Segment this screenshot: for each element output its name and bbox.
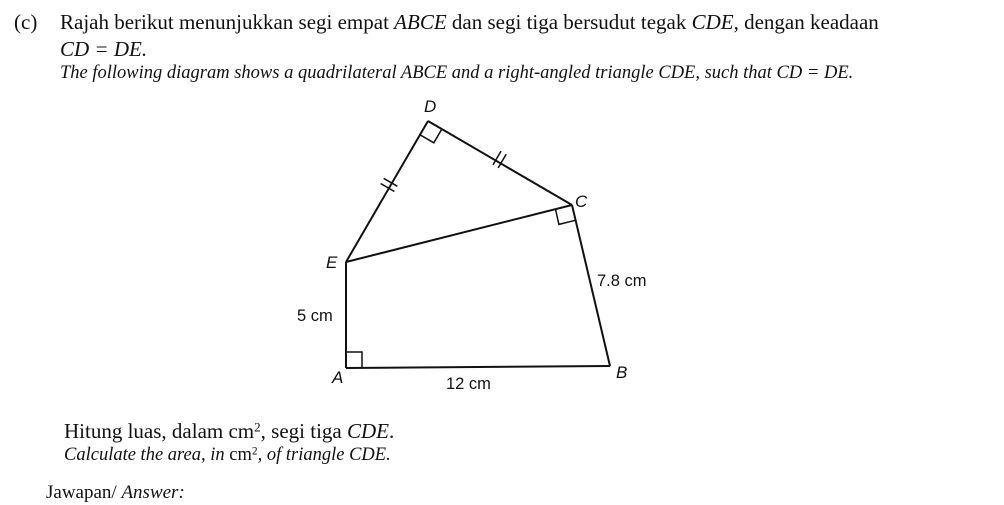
calc-en-prefix: Calculate the area, in <box>64 445 230 465</box>
question-text-english: The following diagram shows a quadrilateral ABCE and a right-angled triangle CDE, such that CD = DE. <box>60 63 854 83</box>
question-text-mid: dan segi tiga bersudut tegak <box>446 10 692 34</box>
calc-ms-triangle: CDE <box>346 419 389 443</box>
calc-ms-mid: , segi tiga <box>260 419 347 443</box>
calculation-prompt-english <box>64 444 391 466</box>
vertex-label-a: A <box>332 368 344 387</box>
calc-en-unit: cm <box>229 445 252 465</box>
answer-label <box>46 482 185 505</box>
condition-text: CD = DE. <box>60 37 148 61</box>
question-number: (c) <box>14 10 38 34</box>
quadrilateral-name: ABCE <box>394 10 447 34</box>
question-text-intro: Rajah berikut menunjukkan segi empat <box>60 10 395 34</box>
vertex-label-d: D <box>424 97 437 116</box>
length-label-bc: 7.8 cm <box>597 272 647 290</box>
vertex-label-b: B <box>616 363 628 382</box>
length-label-ab: 12 cm <box>446 375 491 393</box>
side-dc <box>428 121 572 205</box>
right-angle-marker-d <box>420 129 442 143</box>
calculation-prompt-malay <box>64 419 394 444</box>
calc-en-exponent: 2 <box>251 445 258 458</box>
side-ed <box>346 121 428 262</box>
side-ce <box>346 205 572 262</box>
length-label-ae: 5 cm <box>297 307 333 325</box>
calc-ms-prefix: Hitung luas, dalam cm <box>64 419 255 443</box>
answer-label-english: Answer: <box>121 482 185 503</box>
vertex-label-e: E <box>326 253 338 272</box>
vertex-label-c: C <box>575 192 588 211</box>
right-angle-marker-c <box>556 209 576 224</box>
calc-ms-end: . <box>388 419 395 443</box>
question-text-end: , dengan keadaan <box>733 10 879 34</box>
right-angle-marker-a <box>346 352 362 368</box>
answer-label-malay: Jawapan/ <box>46 482 122 503</box>
calc-en-end: , of triangle CDE. <box>257 445 391 465</box>
triangle-name: CDE <box>691 10 734 34</box>
side-ab <box>346 366 610 368</box>
calc-ms-exponent: 2 <box>254 419 261 435</box>
